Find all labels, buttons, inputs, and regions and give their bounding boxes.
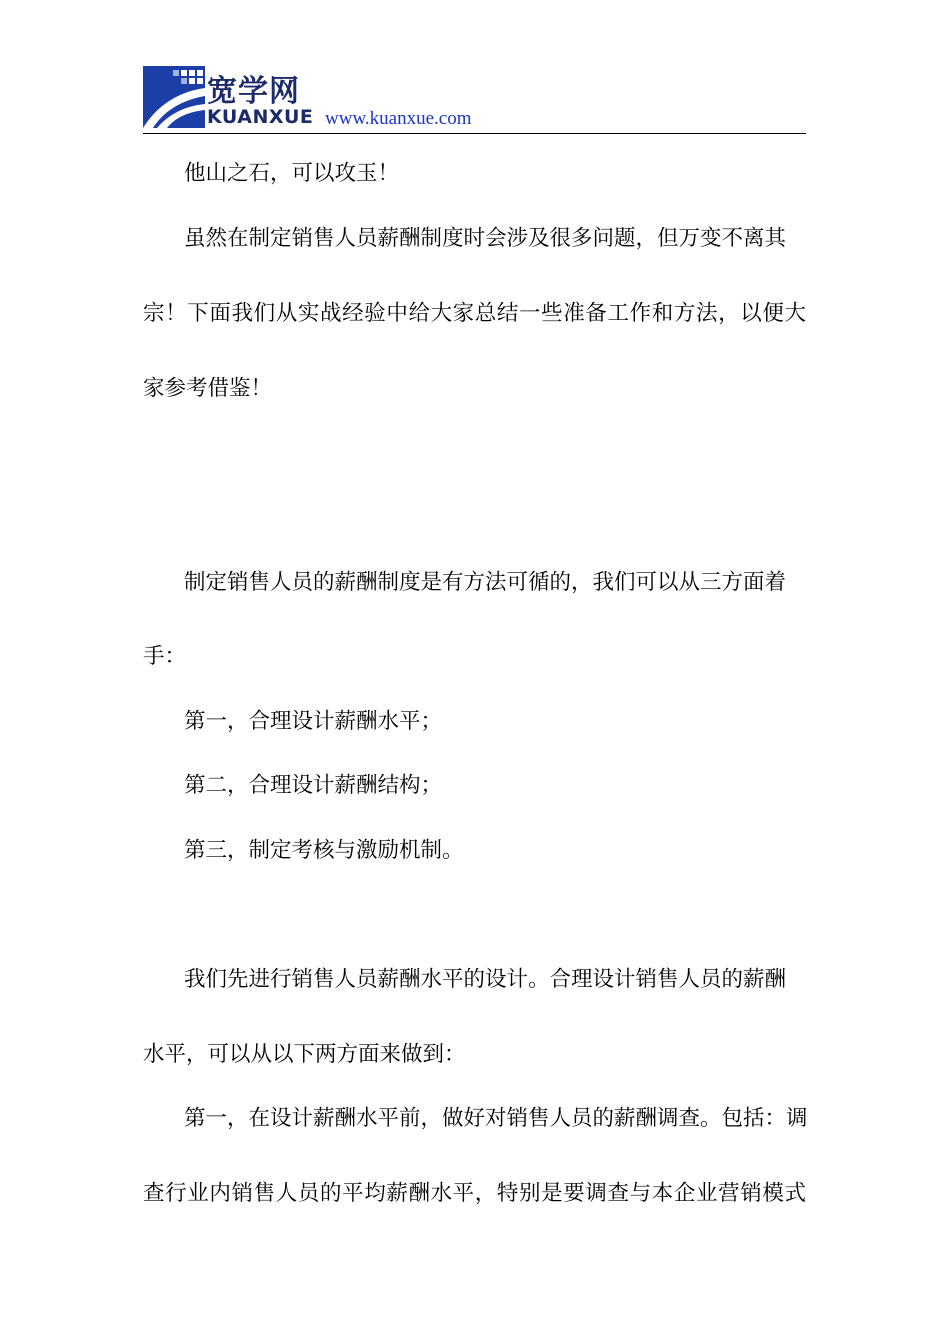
paragraph-line: 手：: [143, 644, 187, 669]
paragraph-line: 虽然在制定销售人员薪酬制度时会涉及很多问题，但万变不离其: [184, 226, 787, 251]
header-rule: [143, 133, 806, 134]
paragraph-line: 制定销售人员的薪酬制度是有方法可循的，我们可以从三方面着: [184, 570, 787, 595]
list-item: 第三，制定考核与激励机制。: [184, 838, 464, 863]
paragraph-line: 水平，可以从以下两方面来做到：: [143, 1042, 466, 1067]
paragraph-line: 宗！下面我们从实战经验中给大家总结一些准备工作和方法，以便大: [143, 301, 806, 326]
paragraph-line: 查行业内销售人员的平均薪酬水平，特别是要调查与本企业营销模式: [143, 1181, 806, 1206]
paragraph-line: 我们先进行销售人员薪酬水平的设计。合理设计销售人员的薪酬: [184, 967, 787, 992]
paragraph-line: 家参考借鉴！: [143, 376, 273, 401]
list-item: 第二，合理设计薪酬结构；: [184, 773, 443, 798]
paragraph-line: 第一，在设计薪酬水平前，做好对销售人员的薪酬调查。包括：调: [184, 1106, 808, 1131]
list-item: 第一，合理设计薪酬水平；: [184, 709, 443, 734]
site-url-link[interactable]: www.kuanxue.com: [325, 108, 472, 129]
brand-chinese-name: 宽学网: [207, 74, 300, 109]
brand-english-name: KUANXUE: [207, 106, 314, 128]
page-header: [143, 62, 806, 134]
kuanxue-logo-icon: [143, 66, 205, 128]
paragraph-line: 他山之石，可以攻玉！: [184, 161, 400, 186]
